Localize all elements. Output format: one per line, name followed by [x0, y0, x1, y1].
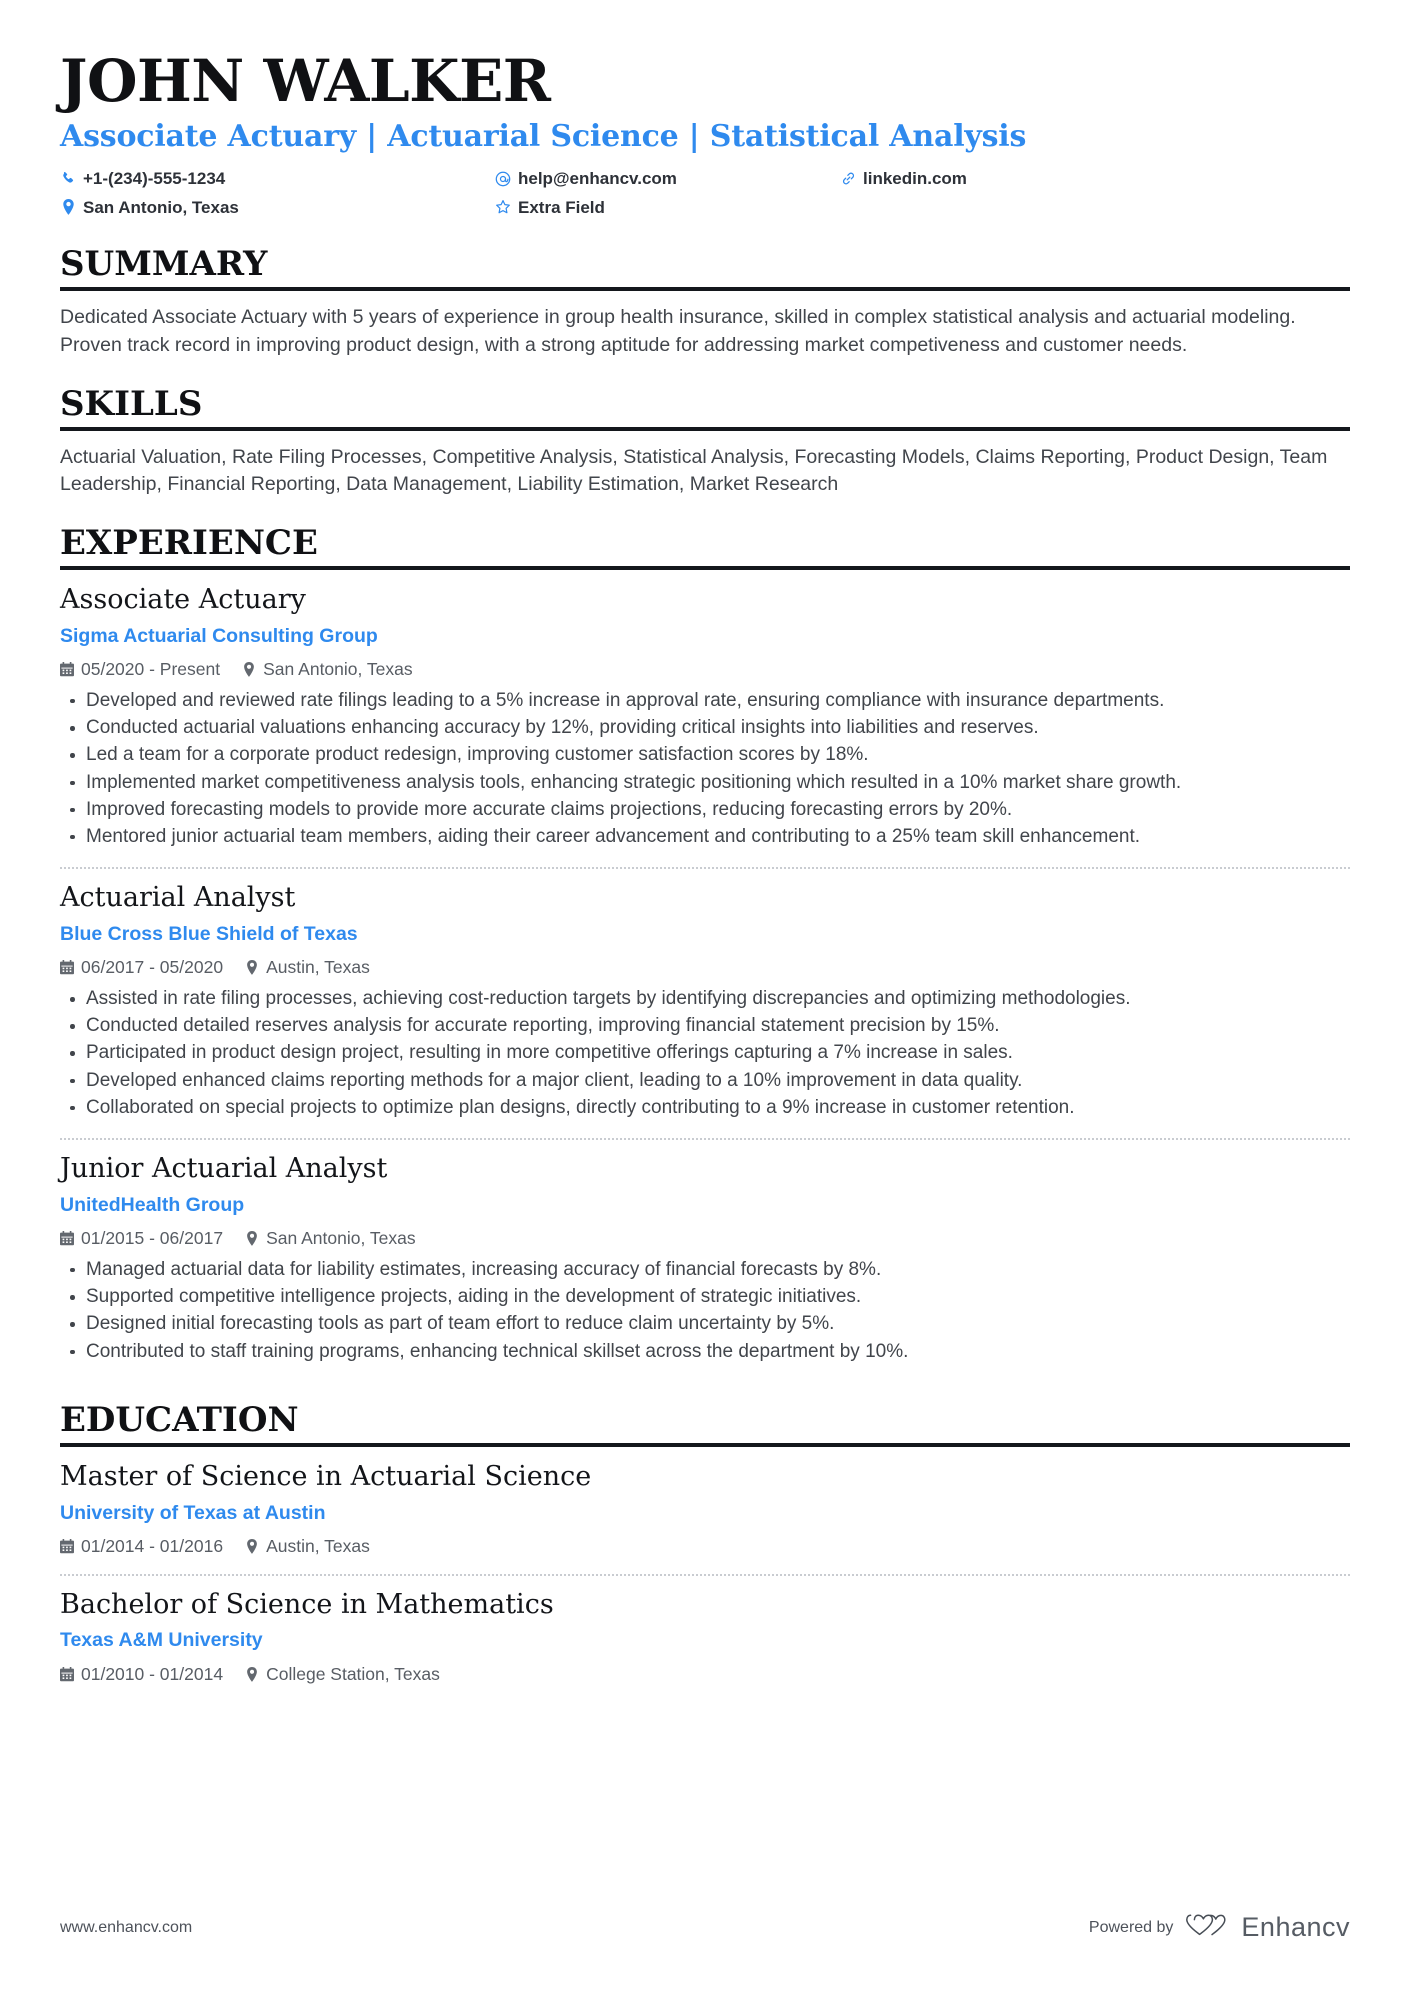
location-pin-icon — [242, 662, 256, 677]
location-pin-icon — [245, 1667, 259, 1682]
phone-icon — [60, 170, 76, 187]
email-icon — [495, 170, 511, 187]
section-education — [60, 1399, 1350, 1696]
entry-location — [245, 1535, 370, 1558]
resume-entry — [60, 583, 1350, 861]
calendar-icon — [60, 1231, 74, 1246]
location-icon — [60, 199, 76, 216]
contact-email[interactable] — [495, 166, 840, 192]
entry-meta — [60, 1227, 1350, 1250]
calendar-icon — [60, 1539, 74, 1554]
entry-bullet: Improved forecasting models to provide more accurate claims projections, reducing forecasting errors by 20%. — [60, 797, 1350, 823]
entry-dates — [60, 1227, 223, 1250]
entry-bullet: Participated in product design project, resulting in more competitive offerings capturing a 7% increase in sales. — [60, 1040, 1350, 1066]
section-title-education: EDUCATION — [60, 1399, 299, 1440]
entry-location — [245, 1227, 416, 1250]
experience-entry-list — [60, 570, 1350, 1376]
entry-bullet: Implemented market competitiveness analysis tools, enhancing strategic positioning which resulted in a 10% market share growth. — [60, 770, 1350, 796]
calendar-icon — [60, 960, 74, 975]
resume-entry — [60, 1460, 1350, 1568]
entry-dates-text: 06/2017 - 05/2020 — [81, 957, 224, 978]
summary-body — [60, 291, 1350, 359]
entry-dates-text: 01/2010 - 01/2014 — [81, 1663, 224, 1684]
entry-organization[interactable]: Sigma Actuarial Consulting Group — [60, 624, 378, 647]
entry-organization[interactable]: Blue Cross Blue Shield of Texas — [60, 922, 358, 945]
footer-brand — [1089, 1912, 1350, 1943]
contact-location-text: San Antonio, Texas — [83, 197, 239, 217]
star-icon — [495, 199, 511, 216]
candidate-name: JOHN WALKER — [60, 47, 551, 115]
entry-title: Master of Science in Actuarial Science — [60, 1460, 592, 1492]
section-skills — [60, 383, 1350, 499]
entry-dates — [60, 956, 223, 979]
entry-bullet: Conducted actuarial valuations enhancing accuracy by 12%, providing critical insights into liabilities and reserves. — [60, 715, 1350, 741]
section-summary — [60, 246, 1350, 359]
entry-bullet: Designed initial forecasting tools as part of team effort to reduce claim uncertainty by 5%. — [60, 1311, 1350, 1337]
entry-bullet-list — [60, 986, 1350, 1121]
entry-bullet: Assisted in rate filing processes, achieving cost-reduction targets by identifying discrepancies and optimizing methodologies. — [60, 986, 1350, 1012]
location-pin-icon — [245, 1231, 259, 1246]
entry-organization[interactable]: University of Texas at Austin — [60, 1501, 326, 1524]
entry-bullet: Managed actuarial data for liability estimates, increasing accuracy of financial forecasts by 8%. — [60, 1257, 1350, 1283]
entry-bullet: Led a team for a corporate product redesign, improving customer satisfaction scores by 18%. — [60, 742, 1350, 768]
entry-bullet: Developed enhanced claims reporting methods for a major client, leading to a 10% improvement in data quality. — [60, 1068, 1350, 1094]
entry-title: Junior Actuarial Analyst — [60, 1153, 388, 1185]
section-experience — [60, 522, 1350, 1376]
entry-bullet: Developed and reviewed rate filings leading to a 5% increase in approval rate, ensuring compliance with insurance departments. — [60, 688, 1350, 714]
skills-text: Actuarial Valuation, Rate Filing Processes, Competitive Analysis, Statistical Analysis, Forecasting Models, Claims Reporting, Product Design, Team Leadership, Financial Reporting, Data Management, Liability Estimation, Market Research — [60, 445, 1328, 496]
location-pin-icon — [245, 960, 259, 975]
entry-bullet-list — [60, 1257, 1350, 1365]
entry-bullet: Collaborated on special projects to optimize plan designs, directly contributing to a 9% increase in customer retention. — [60, 1095, 1350, 1121]
contact-linkedin-text: linkedin.com — [863, 169, 967, 189]
link-icon — [840, 170, 856, 187]
resume-entry — [60, 1138, 1350, 1376]
entry-title: Associate Actuary — [60, 584, 306, 615]
entry-bullet-list — [60, 688, 1350, 850]
entry-title: Bachelor of Science in Mathematics — [60, 1588, 554, 1620]
entry-location-text: San Antonio, Texas — [266, 1228, 416, 1249]
entry-location — [242, 658, 413, 681]
resume-entry — [60, 867, 1350, 1132]
skills-body — [60, 431, 1350, 499]
entry-title: Actuarial Analyst — [60, 882, 296, 914]
summary-text: Dedicated Associate Actuary with 5 years of experience in group health insurance, skilled in complex statistical analysis and actuarial modeling. Proven track record in improving product design, with a strong aptitude for addressing market competiveness and customer needs. — [60, 306, 1296, 356]
entry-location-text: San Antonio, Texas — [263, 659, 413, 680]
contact-row-1 — [60, 166, 1070, 192]
entry-location-text: Austin, Texas — [266, 957, 370, 978]
entry-dates — [60, 658, 220, 681]
contact-extra-field-text: Extra Field — [518, 197, 605, 217]
entry-dates-text: 01/2014 - 01/2016 — [81, 1535, 224, 1556]
resume-entry — [60, 1574, 1350, 1696]
enhancv-logo-icon — [1186, 1912, 1228, 1943]
entry-meta — [60, 658, 1350, 681]
entry-location-text: Austin, Texas — [266, 1535, 370, 1556]
entry-location — [245, 956, 370, 979]
entry-bullet: Mentored junior actuarial team members, aiding their career advancement and contributing to a 25% team skill enhancement. — [60, 824, 1350, 850]
page-footer — [60, 1912, 1350, 1943]
entry-bullet: Supported competitive intelligence projects, aiding in the development of strategic initiatives. — [60, 1284, 1350, 1310]
contact-grid — [60, 166, 1070, 220]
entry-dates-text: 01/2015 - 06/2017 — [81, 1228, 224, 1249]
section-title-summary: SUMMARY — [60, 244, 268, 285]
footer-website-link[interactable]: www.enhancv.com — [60, 1918, 193, 1936]
entry-bullet: Conducted detailed reserves analysis for accurate reporting, improving financial statement precision by 15%. — [60, 1013, 1350, 1039]
contact-row-2 — [60, 195, 1070, 221]
entry-bullet: Contributed to staff training programs, enhancing technical skillset across the department by 10%. — [60, 1339, 1350, 1365]
contact-phone[interactable] — [60, 166, 495, 192]
contact-location[interactable] — [60, 195, 495, 221]
contact-email-text: help@enhancv.com — [518, 169, 677, 189]
section-title-experience: EXPERIENCE — [60, 522, 318, 563]
entry-location-text: College Station, Texas — [266, 1663, 440, 1684]
calendar-icon — [60, 662, 74, 677]
section-title-skills: SKILLS — [60, 383, 203, 424]
entry-dates-text: 05/2020 - Present — [81, 659, 221, 680]
brand-name: Enhancv — [1241, 1912, 1350, 1942]
entry-organization[interactable]: Texas A&M University — [60, 1629, 263, 1652]
powered-by-label: Powered by — [1088, 1918, 1174, 1936]
location-pin-icon — [245, 1539, 259, 1554]
contact-extra-field[interactable] — [495, 195, 840, 221]
entry-meta — [60, 1535, 1350, 1558]
entry-meta — [60, 1663, 1350, 1686]
contact-linkedin[interactable] — [840, 166, 1070, 192]
candidate-headline: Associate Actuary | Actuarial Science | Statistical Analysis — [60, 119, 1027, 155]
entry-dates — [60, 1535, 223, 1558]
entry-location — [245, 1663, 440, 1686]
calendar-icon — [60, 1667, 74, 1682]
education-entry-list — [60, 1447, 1350, 1696]
entry-organization[interactable]: UnitedHealth Group — [60, 1193, 245, 1216]
entry-meta — [60, 956, 1350, 979]
entry-dates — [60, 1663, 223, 1686]
resume-header — [60, 47, 1350, 220]
contact-phone-text: +1-(234)-555-1234 — [83, 169, 226, 189]
